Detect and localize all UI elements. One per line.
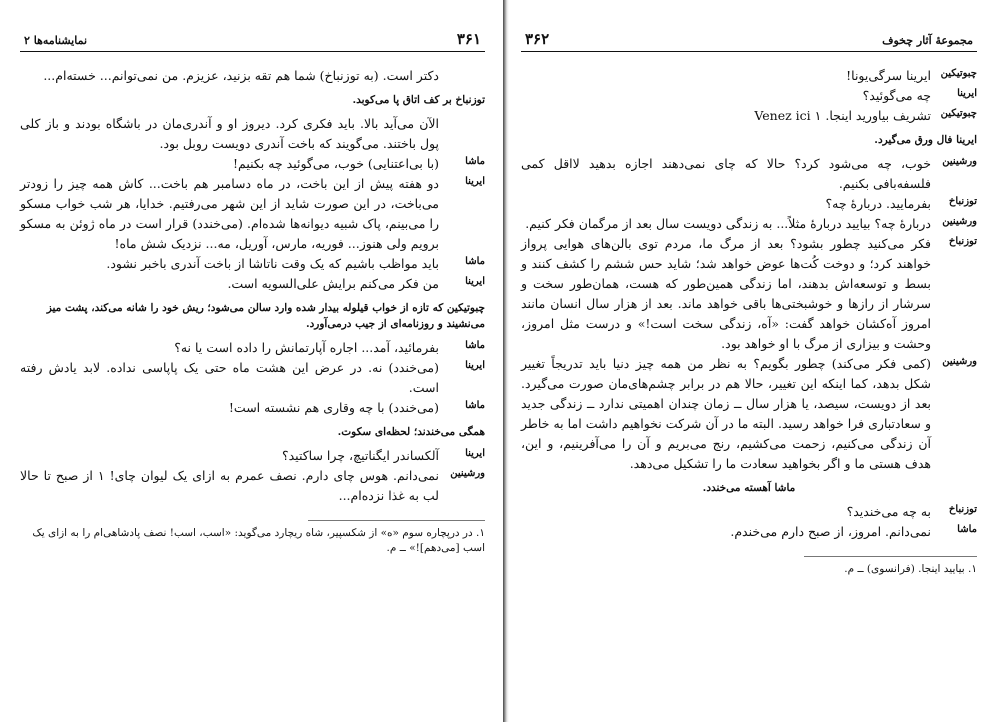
dialogue-line — [521, 86, 977, 106]
dialogue-text: بفرمایید. دربارهٔ چه؟ — [825, 196, 931, 211]
dialogue-text: دو هفته پیش از این باخت، در ماه دسامبر هم باخت... کاش همه چیز را زودتر می‌باخت، در این صورت شاید از این شهر می‌رفتیم. خدایا، هر شب خواب مسکو را می‌بینم، پاک شبیه دیوانه‌ها شده‌ام. (می‌خندد) قرار است در ماه ژوئن به مسکو برویم ولی هنوز... فوریه، مارس، آوریل، مه... نزدیک شش ماه! — [20, 176, 439, 251]
dialogue-line — [521, 522, 977, 542]
right-page-header — [521, 30, 977, 52]
dialogue-line — [521, 502, 977, 522]
dialogue-text: بفرمائید، آمد... اجاره آپارتمانش را داده است یا نه؟ — [174, 340, 439, 355]
dialogue-line — [20, 254, 485, 274]
dialogue-text: (می‌خندد) نه. در عرض این هشت ماه حتی یک پاپاسی نداده. لابد یادش رفته است. — [20, 360, 439, 395]
right-footnote-rule — [804, 556, 977, 557]
speaker-name: ایرینا — [465, 360, 485, 371]
dialogue-text: فکر می‌کنید چطور بشود؟ بعد از مرگ ما، مردم توی بالن‌های هوایی پرواز خواهند کرد؛ و دوخت کُت‌ها عوض خواهد شد؛ شاید حس ششم را کشف کنند و بسط و توسعه‌اش بدهند، اما زندگی همین‌طور که هست، همان‌طور سخت و سرشار از رازها و خوشبختی‌ها باقی خواهد ماند. بعد از هزار سال انسان مانند امروز آه‌کشان خواهد گفت: «آه، زندگی سخت است!» و درست مثل امروز، وحشت و بیزاری از مرگ با او خواهد بود. — [521, 236, 932, 351]
dialogue-line — [20, 66, 485, 86]
speaker-name: ورشینین — [942, 156, 977, 167]
right-running-title: مجموعهٔ آثار چخوف — [882, 34, 973, 47]
dialogue-text: چه می‌گوئید؟ — [862, 88, 931, 103]
left-page-body — [20, 66, 485, 506]
speaker-name: ماشا — [465, 400, 485, 411]
dialogue-text: باید مواظب باشیم که یک وقت ناتاشا از باخت آندری باخبر نشود. — [106, 256, 439, 271]
dialogue-text: آلکساندر ایگناتیچ، چرا ساکتید؟ — [281, 448, 439, 463]
stage-direction: همگی می‌خندند؛ لحظه‌ای سکوت. — [337, 426, 485, 438]
right-page — [509, 0, 997, 722]
speaker-name: ایرینا — [465, 276, 485, 287]
stage-direction: توزنباخ بر کف اتاق پا می‌کوبد. — [352, 94, 485, 106]
dialogue-line — [20, 114, 485, 154]
dialogue-text: تشریف بیاورید اینجا. ۱ Venez ici — [754, 108, 931, 123]
dialogue-line — [521, 354, 977, 474]
speaker-name: ایرینا — [957, 88, 977, 99]
dialogue-line — [521, 214, 977, 234]
speaker-name: ایرینا — [465, 448, 485, 459]
dialogue-text: دکتر است. (به توزنباخ) شما هم تقه بزنید، عزیزم. من نمی‌توانم... خسته‌ام... — [43, 68, 439, 83]
dialogue-line — [20, 154, 485, 174]
left-footnote-rule — [308, 520, 485, 521]
dialogue-line — [521, 154, 977, 194]
speaker-name: ورشینین — [942, 216, 977, 227]
left-page-header — [20, 30, 485, 52]
dialogue-line — [20, 174, 485, 254]
left-footnote: ۱. در درپچاره سوم «ه» از شکسپیر، شاه ریچارد می‌گوید: «اسب، اسب! نصف پادشاهی‌ام را به ازای یک اسب [می‌دهم]!» ــ م. — [32, 527, 485, 554]
dialogue-text: ایرینا سرگی‌یونا! — [846, 68, 931, 83]
speaker-name: چبوتیکین — [940, 68, 977, 79]
stage-direction: ایرینا فال ورق می‌گیرد. — [874, 134, 977, 146]
speaker-name: ماشا — [465, 156, 485, 167]
speaker-name: ماشا — [465, 340, 485, 351]
dialogue-text: (با بی‌اعتنایی) خوب، می‌گوئید چه بکنیم! — [232, 156, 439, 171]
dialogue-text: الآن می‌آید بالا. باید فکری کرد. دیروز او و آندری‌مان در باشگاه بودند و باز کلی پول باختند. می‌گویند که باخت آندری دویست روبل بود. — [20, 116, 439, 151]
dialogue-text: به چه می‌خندید؟ — [846, 504, 931, 519]
stage-direction: ماشا آهسته می‌خندد. — [702, 482, 796, 494]
right-page-number: ۳۶۲ — [525, 30, 550, 48]
speaker-name: چبوتیکین — [940, 108, 977, 119]
speaker-name: توزنباخ — [948, 196, 977, 207]
dialogue-text: نمی‌دانم. هوس چای دارم. نصف عمرم به ازای یک لیوان چای! ۱ از صبح تا حالا لب به غذا نزده‌ام... — [20, 468, 439, 503]
speaker-name: ورشینین — [942, 356, 977, 367]
speaker-name: ایرینا — [465, 176, 485, 187]
speaker-name — [439, 66, 485, 68]
dialogue-line — [521, 66, 977, 86]
dialogue-text: نمی‌دانم. امروز، از صبح دارم می‌خندم. — [730, 524, 931, 539]
speaker-name: توزنباخ — [948, 504, 977, 515]
left-running-title: نمایشنامه‌ها ۲ — [24, 34, 88, 47]
dialogue-line — [20, 398, 485, 418]
dialogue-text: دربارهٔ چه؟ بیایید دربارهٔ مثلاً... به زندگی دویست سال بعد از مرگمان فکر کنیم. — [525, 216, 931, 231]
dialogue-line — [521, 234, 977, 354]
speaker-name — [439, 114, 485, 116]
dialogue-line — [20, 358, 485, 398]
dialogue-line — [20, 446, 485, 466]
right-page-body — [521, 66, 977, 542]
speaker-name: ماشا — [957, 524, 977, 535]
dialogue-text: من فکر می‌کنم برایش علی‌السویه است. — [227, 276, 439, 291]
dialogue-text: (می‌خندد) با چه وقاری هم نشسته است! — [228, 400, 439, 415]
speaker-name: ماشا — [465, 256, 485, 267]
right-footnote: ۱. بیایید اینجا. (فرانسوی) ــ م. — [844, 563, 977, 575]
dialogue-text: خوب، چه می‌شود کرد؟ حالا که چای نمی‌دهند اجازه بدهید لااقل کمی فلسفه‌بافی بکنیم. — [521, 156, 931, 191]
dialogue-line — [20, 466, 485, 506]
dialogue-line — [20, 274, 485, 294]
speaker-name: ورشینین — [450, 468, 485, 479]
left-page-number: ۳۶۱ — [456, 30, 481, 48]
dialogue-line — [521, 106, 977, 126]
stage-direction: چبوتیکین که تازه از خواب قیلوله بیدار شده وارد سالن می‌شود؛ ریش خود را شانه می‌کند، پشت میز می‌نشیند و روزنامه‌ای از جیب درمی‌آورد. — [46, 302, 485, 330]
dialogue-line — [521, 194, 977, 214]
dialogue-text: (کمی فکر می‌کند) چطور بگویم؟ به نظر من همه چیز دنیا باید تدریجاً تغییر شکل بدهد، کما اینکه این تغییر، حالا هم در برابر چشم‌های‌مان صورت می‌گیرد. بعد از دویست، سیصد، یا هزار سال ــ زمان چندان اهمیتی ندارد ــ زندگی جدید و سعادتباری فرا خواهد رسید. البته ما در آن شرکت نخواهیم داشت اما به خاطر آن زندگی می‌کنیم، زحمت می‌کشیم، رنج می‌بریم و آن را می‌آفرینیم، و این، هدف هستی ما و اگر بخواهید سعادت ما را تشکیل می‌دهد. — [521, 356, 931, 471]
speaker-name: توزنباخ — [948, 236, 977, 247]
dialogue-line — [20, 338, 485, 358]
